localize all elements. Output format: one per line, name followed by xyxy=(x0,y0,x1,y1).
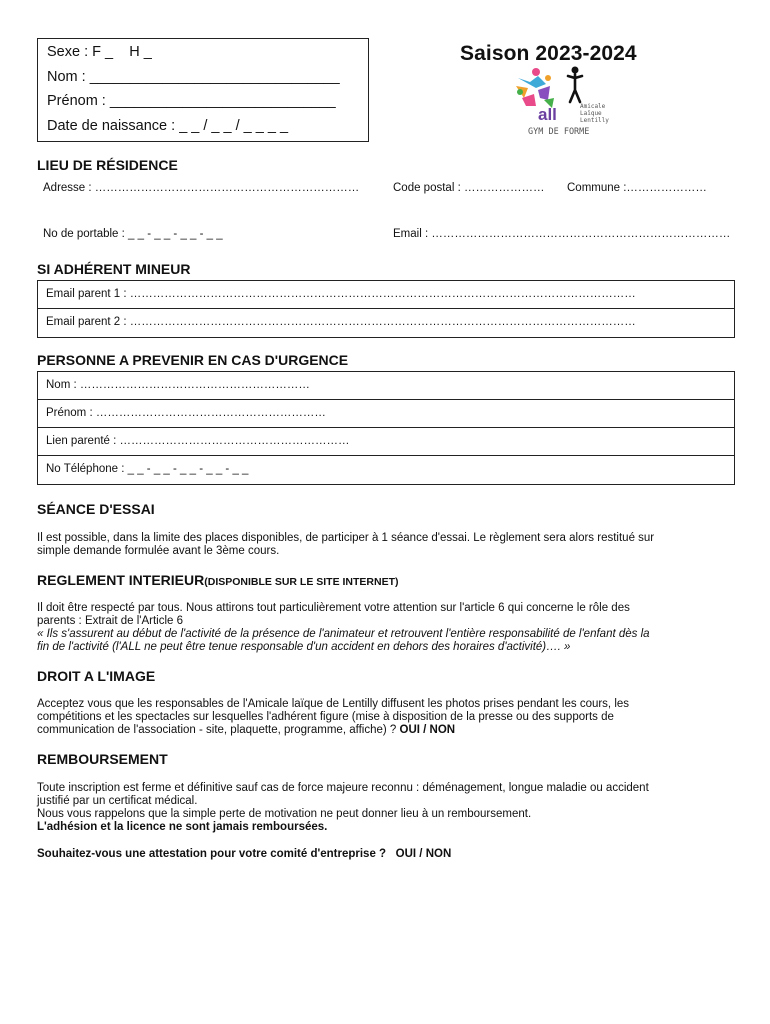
image-heading: DROIT A L'IMAGE xyxy=(37,668,156,684)
article-6-quote: « Ils s'assurent au début de l'activité de la présence de l'animateur et retrouvent l'entière responsabilité de l'enfant dès la xyxy=(37,628,650,640)
residence-heading: LIEU DE RÉSIDENCE xyxy=(37,157,178,173)
email-field[interactable]: Email : …………………………………………………………………… xyxy=(393,228,731,240)
urgence-lien-field[interactable]: Lien parenté : …………………………………………………… xyxy=(38,428,734,456)
attestation-question: Souhaitez-vous une attestation pour votre comité d'entreprise ? xyxy=(37,848,387,860)
code-postal-field[interactable]: Code postal : ………………… xyxy=(393,182,545,194)
reglement-heading: REGLEMENT INTERIEUR(DISPONIBLE SUR LE SITE INTERNET) xyxy=(37,572,399,588)
reglement-text: Il doit être respecté par tous. Nous attirons tout particulièrement votre attention sur l'article 6 qui concerne le rôle des parents : Extrait de l'Article 6 « Ils s'assurent au début de l'activité de la présence de l'animateur et retrouvent l'entière responsabilité de l'enfant dès la fin de l'activité (l'ALL ne peut être tenue responsable d'un accident en dehors des horaires d'activité)…. » xyxy=(37,602,737,654)
remboursement-heading: REMBOURSEMENT xyxy=(37,751,168,767)
urgence-telephone-field[interactable]: No Téléphone : _ _ - _ _ - _ _ - _ _ - _ _ xyxy=(46,463,249,475)
mineur-box xyxy=(37,280,735,338)
essai-text: Il est possible, dans la limite des places disponibles, de participer à 1 séance d'essai. Le règlement sera alors restitué sur simple demande formulée avant le 3ème cours. xyxy=(37,532,655,557)
image-answer[interactable]: OUI / NON xyxy=(399,724,456,736)
season-title: Saison 2023-2024 xyxy=(460,42,637,65)
attestation-line xyxy=(37,848,737,861)
urgence-prenom-field[interactable]: Prénom : …………………………………………………… xyxy=(38,400,734,428)
urgence-heading: PERSONNE A PREVENIR EN CAS D'URGENCE xyxy=(37,352,349,368)
essai-heading: SÉANCE D'ESSAI xyxy=(37,501,155,517)
svg-text:all: all xyxy=(538,105,557,124)
date-naissance-field[interactable]: Date de naissance : _ _ / _ _ / _ _ _ _ xyxy=(47,118,289,134)
prenom-field[interactable]: Prénom : ____________________________ xyxy=(47,93,336,109)
svg-text:Laïque: Laïque xyxy=(580,110,602,117)
remboursement-bold: L'adhésion et la licence ne sont jamais remboursées. xyxy=(37,821,328,833)
urgence-box xyxy=(37,371,735,485)
urgence-nom-field[interactable]: Nom : …………………………………………………… xyxy=(38,372,734,400)
svg-text:Amicale: Amicale xyxy=(580,103,606,110)
commune-field[interactable]: Commune :………………… xyxy=(567,182,707,194)
mineur-heading: SI ADHÉRENT MINEUR xyxy=(37,261,191,277)
club-logo-icon xyxy=(508,64,618,138)
email-parent-1-field[interactable]: Email parent 1 : …………………………………………………………………………………………………………………… xyxy=(38,281,734,309)
svg-text:Lentilly: Lentilly xyxy=(580,117,609,124)
nom-field[interactable]: Nom : _______________________________ xyxy=(47,69,340,85)
sexe-field[interactable]: Sexe : F _ H _ xyxy=(47,44,152,60)
identity-box xyxy=(37,38,369,142)
email-parent-2-field[interactable]: Email parent 2 : …………………………………………………………………………………………………………………… xyxy=(46,316,636,328)
remboursement-text: Toute inscription est ferme et définitive sauf cas de force majeure reconnu : déménagement, longue maladie ou accident justifié par un certificat médical. Nous vous rappelons que la simple perte de motivation ne peut donner lieu à un remboursement. L'adhésion et la licence ne sont jamais remboursées. xyxy=(37,782,737,834)
adresse-field[interactable]: Adresse : …………………………………………………………… xyxy=(43,182,360,194)
portable-field[interactable]: No de portable : _ _ - _ _ - _ _ - _ _ xyxy=(43,228,223,240)
reglement-heading-sub: (DISPONIBLE SUR LE SITE INTERNET) xyxy=(204,576,399,588)
svg-text:GYM DE FORME: GYM DE FORME xyxy=(528,127,590,137)
attestation-answer[interactable]: OUI / NON xyxy=(395,848,452,860)
image-text: Acceptez vous que les responsables de l'Amicale laïque de Lentilly diffusent les photos prises pendant les cours, les compétitions et les spectacles sur lesquelles l'adhérent figure (mise à disposition de la presse ou des supports de communication de l'association - site, plaquette, programme, affiche) ? OUI / NON xyxy=(37,698,630,736)
